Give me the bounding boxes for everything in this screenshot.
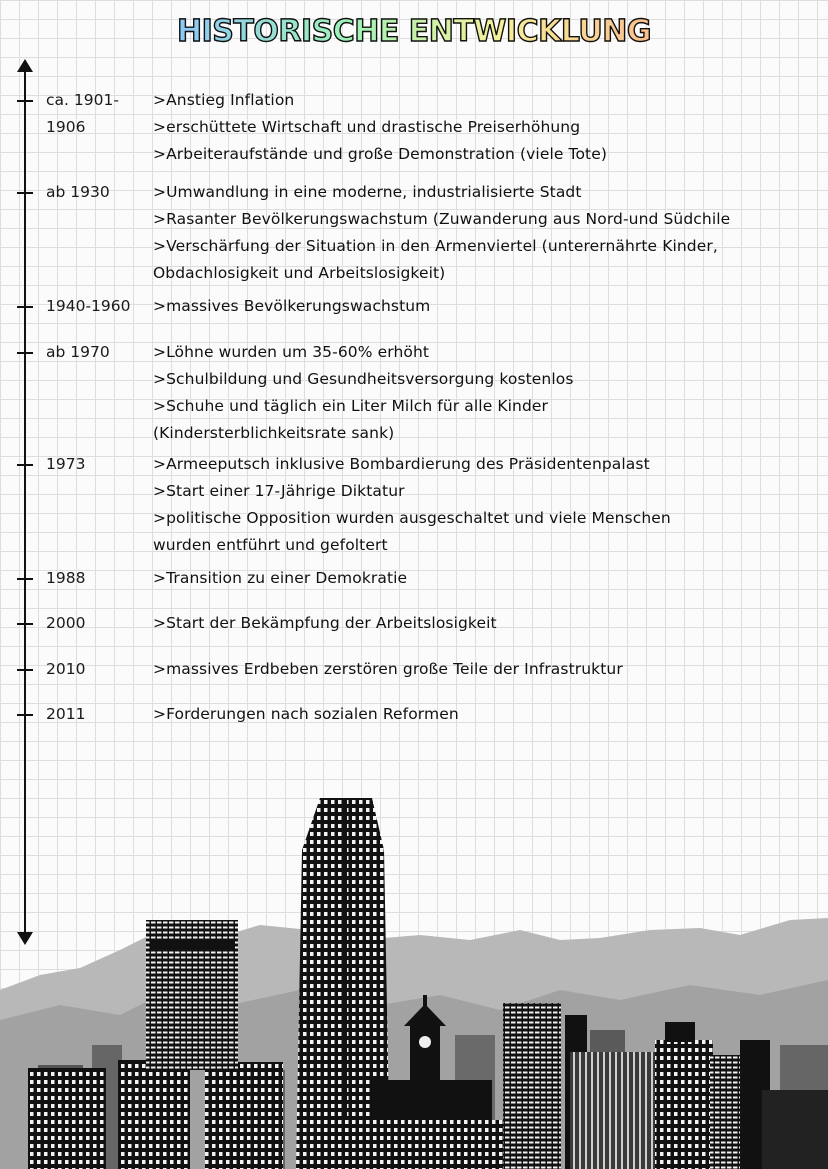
entry-line: >erschüttete Wirtschaft und drastische Preiserhöhung <box>153 118 581 136</box>
timeline-tick <box>17 100 33 102</box>
entry-line: >Transition zu einer Demokratie <box>153 569 408 587</box>
entry-line: >Löhne wurden um 35-60% erhöht <box>153 343 430 361</box>
entry-date: 2011 <box>46 705 86 723</box>
timeline-tick <box>17 623 33 625</box>
building <box>205 1062 283 1169</box>
entry-line: (Kindersterblichkeitsrate sank) <box>153 424 395 442</box>
building <box>762 1090 828 1169</box>
entry-date: 1988 <box>46 569 86 587</box>
entry-line: >Anstieg Inflation <box>153 91 295 109</box>
timeline-tick <box>17 714 33 716</box>
entry-line: >Forderungen nach sozialen Reformen <box>153 705 459 723</box>
entry-line: Obdachlosigkeit und Arbeitslosigkeit) <box>153 264 446 282</box>
entry-line: >Umwandlung in eine moderne, industrialisierte Stadt <box>153 183 582 201</box>
entry-line: wurden entführt und gefoltert <box>153 536 388 554</box>
church-tower <box>410 1022 440 1092</box>
entry-lines <box>153 565 823 592</box>
entry-line: >Armeeputsch inklusive Bombardierung des Präsidentenpalast <box>153 455 650 473</box>
entry-line: >politische Opposition wurden ausgeschaltet und viele Menschen <box>153 509 671 527</box>
city-skyline-illustration <box>0 790 828 1169</box>
building <box>118 1060 190 1169</box>
entry-date: ab 1970 <box>46 343 110 361</box>
entry-date: 2000 <box>46 614 86 632</box>
entry-line: >Verschärfung der Situation in den Armenviertel (unterernährte Kinder, <box>153 237 718 255</box>
entry-line: >Schulbildung und Gesundheitsversorgung kostenlos <box>153 370 574 388</box>
building <box>655 1040 713 1169</box>
timeline-tick <box>17 578 33 580</box>
entry-date: ab 1930 <box>46 183 110 201</box>
timeline-tick <box>17 352 33 354</box>
entry-lines <box>153 179 823 287</box>
entry-date: 2010 <box>46 660 86 678</box>
building <box>665 1022 695 1042</box>
entry-line: >Start einer 17-Jährige Diktatur <box>153 482 405 500</box>
entry-lines <box>153 293 823 320</box>
entry-line: >Arbeiteraufstände und große Demonstration (viele Tote) <box>153 145 608 163</box>
building <box>150 940 234 950</box>
entry-lines <box>153 451 823 559</box>
timeline-tick <box>17 306 33 308</box>
entry-date: 1973 <box>46 455 86 473</box>
entry-line: >massives Erdbeben zerstören große Teile der Infrastruktur <box>153 660 623 678</box>
entry-lines <box>153 87 823 168</box>
building <box>343 798 347 1169</box>
entry-line: >massives Bevölkerungswachstum <box>153 297 431 315</box>
page-title: HISTORISCHE ENTWICKLUNG <box>0 14 828 49</box>
entry-line: >Schuhe und täglich ein Liter Milch für alle Kinder <box>153 397 548 415</box>
entry-lines <box>153 610 823 637</box>
clock-icon <box>419 1036 431 1048</box>
church-spire <box>423 995 427 1007</box>
building <box>570 1052 660 1169</box>
entry-date: 1940-1960 <box>46 297 131 315</box>
timeline-tick <box>17 669 33 671</box>
entry-line: >Rasanter Bevölkerungswachstum (Zuwanderung aus Nord-und Südchile <box>153 210 731 228</box>
entry-line: >Start der Bekämpfung der Arbeitslosigkeit <box>153 614 497 632</box>
building <box>28 1068 106 1169</box>
timeline-tick <box>17 192 33 194</box>
entry-lines <box>153 701 823 728</box>
timeline-tick <box>17 464 33 466</box>
entry-lines <box>153 339 823 447</box>
entry-lines <box>153 656 823 683</box>
building <box>503 1003 561 1169</box>
entry-date: ca. 1901- 1906 <box>46 91 119 136</box>
